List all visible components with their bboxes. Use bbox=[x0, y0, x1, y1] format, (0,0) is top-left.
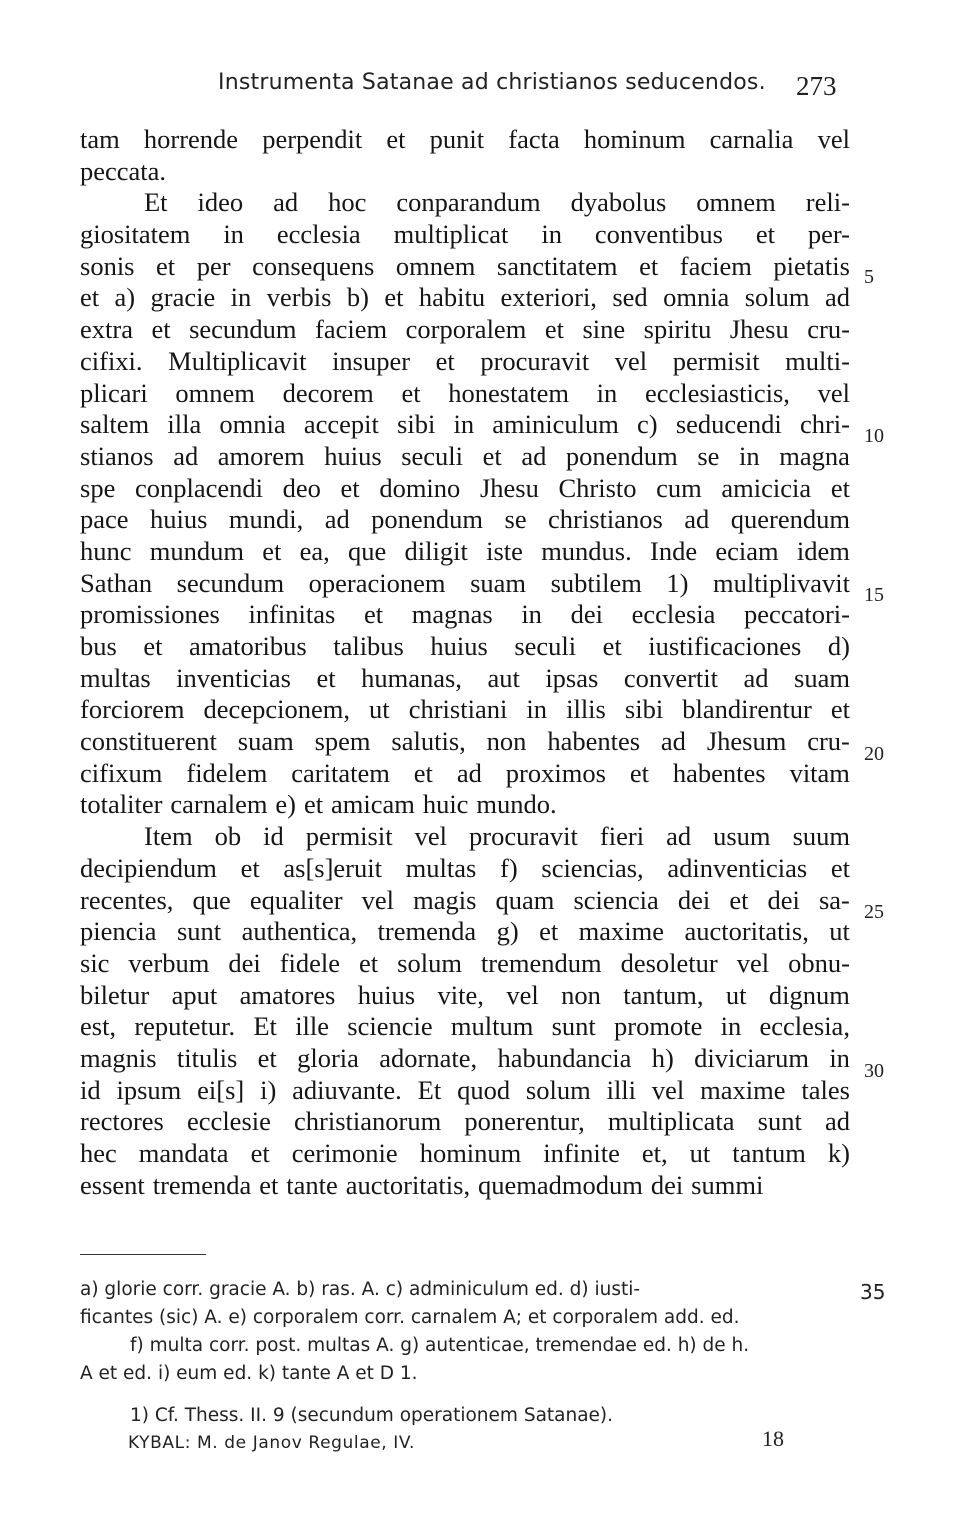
text-line: bus et amatoribus talibus huius seculi et iustificaciones d) bbox=[80, 631, 850, 661]
sheet-number: 18 bbox=[762, 1426, 784, 1451]
text-line: hunc mundum et ea, que diligit iste mundus. Inde eciam idem bbox=[80, 535, 850, 566]
footnotes bbox=[80, 1276, 852, 1430]
text-line: et a) gracie in verbis b) et habitu exteriori, sed omnia solum ad bbox=[80, 282, 850, 313]
running-head: Instrumenta Satanae ad christianos seducendos. bbox=[218, 70, 766, 95]
text-line: id ipsum ei[s] i) adiuvante. Et quod solum illi vel maxime tales bbox=[80, 1074, 850, 1105]
footnote-line: ficantes (sic) A. e) corporalem corr. carnalem A; et corporalem add. ed. bbox=[80, 1307, 740, 1328]
line-number-20: 20 bbox=[864, 743, 884, 765]
text-line: promissiones infinitas et magnas in dei ecclesia peccatori- bbox=[80, 599, 850, 630]
text-line: biletur aput amatores huius vite, vel non tantum, ut dignum bbox=[80, 979, 850, 1010]
text-line: sonis et per consequens omnem sanctitatem et faciem pietatis bbox=[80, 250, 850, 281]
text-line: spe conplacendi deo et domino Jhesu Christo cum amicicia et bbox=[80, 472, 850, 503]
text-line: giositatem in ecclesia multiplicat in conventibus et per- bbox=[80, 219, 850, 250]
line-number-15: 15 bbox=[864, 584, 884, 606]
footnote-line: a) glorie corr. gracie A. b) ras. A. c) adminiculum ed. d) iusti- bbox=[80, 1279, 641, 1300]
text-line: peccata. bbox=[80, 155, 167, 186]
line-number-25: 25 bbox=[864, 901, 884, 923]
footnote-line: f) multa corr. post. multas A. g) autenticae, tremendae ed. h) de h. bbox=[130, 1335, 750, 1356]
footnote-line: A et ed. i) eum ed. k) tante A et D 1. bbox=[80, 1363, 418, 1384]
text-line: cifixum fidelem caritatem et ad proximos et habentes vitam bbox=[80, 757, 850, 788]
text-line: est, reputetur. Et ille sciencie multum sunt promote in ecclesia, bbox=[80, 1011, 850, 1042]
printer-signature: KYBAL: M. de Janov Regulae, IV. bbox=[128, 1433, 415, 1453]
text-line: rectores ecclesie christianorum ponerentur, multiplicata sunt ad bbox=[80, 1106, 850, 1137]
text-line: cifixi. Multiplicavit insuper et procuravit vel permisit multi- bbox=[80, 345, 850, 376]
text-line: Sathan secundum operacionem suam subtilem 1) multiplivavit bbox=[80, 567, 850, 598]
text-line: tam horrende perpendit et punit facta hominum carnalia vel bbox=[80, 124, 850, 154]
text-line: Et ideo ad hoc conparandum dyabolus omnem reli- bbox=[144, 187, 850, 218]
line-number-10: 10 bbox=[864, 425, 884, 447]
main-text bbox=[80, 124, 850, 1201]
line-number-30: 30 bbox=[864, 1060, 884, 1082]
text-line: recentes, que equaliter vel magis quam sciencia dei et dei sa- bbox=[80, 884, 850, 915]
text-line: multas inventicias et humanas, aut ipsas convertit ad suam bbox=[80, 662, 850, 693]
text-line: sic verbum dei fidele et solum tremendum desoletur vel obnu- bbox=[80, 947, 850, 978]
text-line: magnis titulis et gloria adornate, habundancia h) diviciarum in bbox=[80, 1042, 850, 1073]
text-line: stianos ad amorem huius seculi et ad ponendum se in magna bbox=[80, 440, 850, 471]
text-line: saltem illa omnia accepit sibi in aminiculum c) seducendi chri- bbox=[80, 409, 850, 440]
line-number-35: 35 bbox=[860, 1280, 886, 1304]
footnote-rule bbox=[80, 1254, 206, 1255]
text-line: extra et secundum faciem corporalem et sine spiritu Jhesu cru- bbox=[80, 314, 850, 345]
text-line: piencia sunt authentica, tremenda g) et maxime auctoritatis, ut bbox=[80, 916, 850, 947]
source-note: 1) Cf. Thess. II. 9 (secundum operationem Satanae). bbox=[130, 1405, 614, 1426]
page-number: 273 bbox=[796, 71, 837, 101]
text-line: Item ob id permisit vel procuravit fieri ad usum suum bbox=[144, 821, 850, 852]
line-number-5: 5 bbox=[864, 266, 874, 288]
text-line: forciorem decepcionem, ut christiani in illis sibi blandirentur et bbox=[80, 694, 850, 725]
text-line: totaliter carnalem e) et amicam huic mundo. bbox=[80, 789, 557, 820]
text-line: pace huius mundi, ad ponendum se christianos ad querendum bbox=[80, 504, 850, 535]
text-line: decipiendum et as[s]eruit multas f) sciencias, adinventicias et bbox=[80, 852, 850, 883]
text-line: essent tremenda et tante auctoritatis, quemadmodum dei summi bbox=[80, 1169, 764, 1200]
text-line: hec mandata et cerimonie hominum infinite et, ut tantum k) bbox=[80, 1138, 850, 1168]
text-line: plicari omnem decorem et honestatem in ecclesiasticis, vel bbox=[80, 377, 850, 408]
text-line: constituerent suam spem salutis, non habentes ad Jhesum cru- bbox=[80, 726, 850, 757]
